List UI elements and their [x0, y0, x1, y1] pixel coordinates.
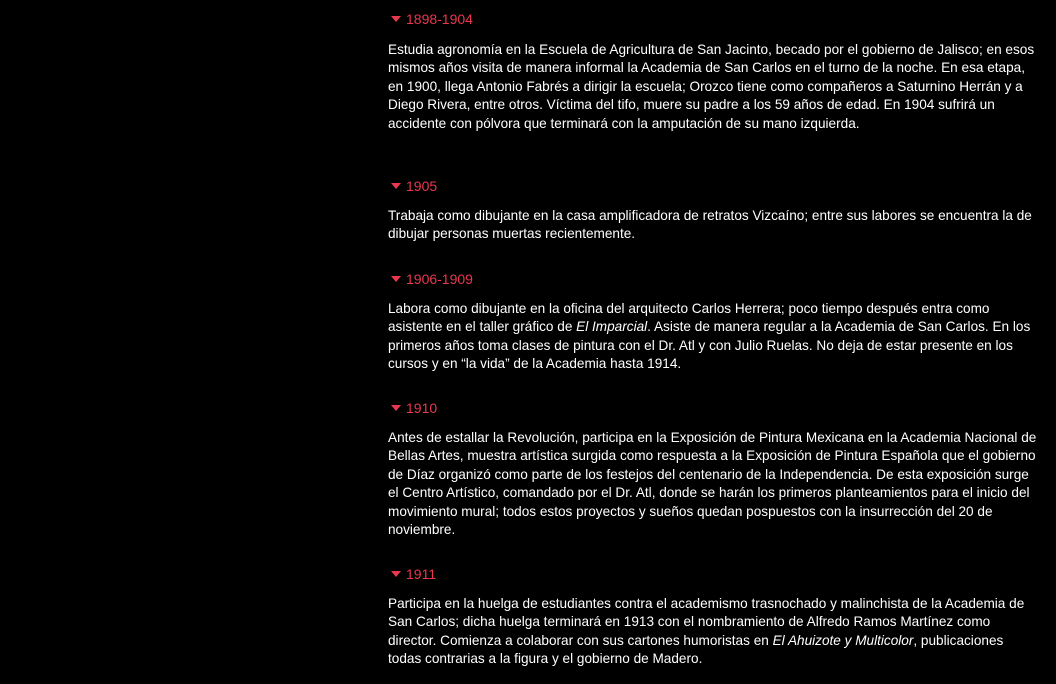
text-segment: Estudia agronomía en la Escuela de Agricultura de San Jacinto, becado por el gobierno de Jalisco; en esos mismos años visita de manera informal la Academia de San Carlos en el turno de la noche. En esa etapa, en 1900, llega Antonio Fabrés a dirigir la escuela; Orozco tiene como compañeros a Saturnino Herrán y a Diego Rivera, entre otros. Víctima del tifo, muere su padre a los 59 años de edad. En 1904 sufrirá un accidente con pólvora que terminará con la amputación de su mano izquierda.	[388, 42, 1035, 131]
entry-toggle[interactable]	[388, 269, 1038, 289]
entry-year[interactable]: 1906-1909	[406, 271, 473, 287]
text-segment: . Asiste de manera regular a la Academia de San Carlos. En los primeros años toma clases de pintura con el Dr. Atl y con Julio Ruelas. No deja de estar presente en los cursos y en “la vida” de la Academia hasta 1914.	[388, 319, 1031, 372]
entry-text	[388, 429, 1038, 539]
entry-text	[388, 595, 1038, 669]
text-segment: , publicaciones todas contrarias a la figura y el gobierno de Madero.	[388, 632, 1004, 667]
text-segment: Labora como dibujante en la oficina del arquitecto Carlos Herrera; poco tiempo después entra como asistente en el taller gráfico de	[388, 301, 990, 335]
entry-toggle[interactable]	[388, 176, 1038, 196]
triangle-down-icon[interactable]	[391, 405, 401, 411]
publication-title: El Imparcial	[576, 319, 648, 335]
entry-year[interactable]: 1911	[406, 566, 437, 582]
timeline	[388, 9, 1038, 667]
triangle-down-icon[interactable]	[391, 276, 401, 282]
triangle-down-icon[interactable]	[391, 571, 401, 577]
text-segment: Participa en la huelga de estudiantes contra el academismo trasnochado y malinchista de la Academia de San Carlos; dicha huelga terminará en 1913 con el nombramiento de Alfredo Ramos Martínez como director. Comienza a colaborar con sus cartones humoristas en	[388, 596, 1025, 648]
text-segment: Antes de estallar la Revolución, participa en la Exposición de Pintura Mexicana en la Academia Nacional de Bellas Artes, muestra artística surgida como respuesta a la Exposición de Pintura Española que el gobierno de Díaz organizó como parte de los festejos del centenario de la Independencia. De esta exposición surge el Centro Artístico, comandado por el Dr. Atl, donde se harán los primeros planteamientos para el inicio del movimiento mural; todos estos proyectos y sueños quedan pospuestos con la insurrección del 20 de noviembre.	[388, 430, 1037, 538]
timeline-entry-1898-1904	[388, 9, 1038, 133]
triangle-down-icon[interactable]	[391, 183, 401, 189]
entry-toggle[interactable]	[388, 398, 1038, 418]
entry-year[interactable]: 1910	[406, 400, 438, 416]
entry-year[interactable]: 1905	[406, 178, 438, 194]
entry-toggle[interactable]	[388, 9, 1038, 29]
timeline-entry-1905	[388, 176, 1038, 244]
timeline-entry-1906-1909	[388, 269, 1038, 374]
entry-year[interactable]: 1898-1904	[406, 11, 473, 27]
entry-text	[388, 41, 1038, 133]
entry-text	[388, 300, 1038, 374]
text-segment: Trabaja como dibujante en la casa amplificadora de retratos Vizcaíno; entre sus labores se encuentra la de dibujar personas muertas recientemente.	[388, 208, 1032, 242]
entry-toggle[interactable]	[388, 564, 1038, 584]
publication-title: El Ahuizote y Multicolor	[772, 632, 914, 648]
timeline-entry-1910	[388, 398, 1038, 539]
triangle-down-icon[interactable]	[391, 16, 401, 22]
timeline-entry-1911	[388, 564, 1038, 669]
entry-text	[388, 207, 1038, 244]
